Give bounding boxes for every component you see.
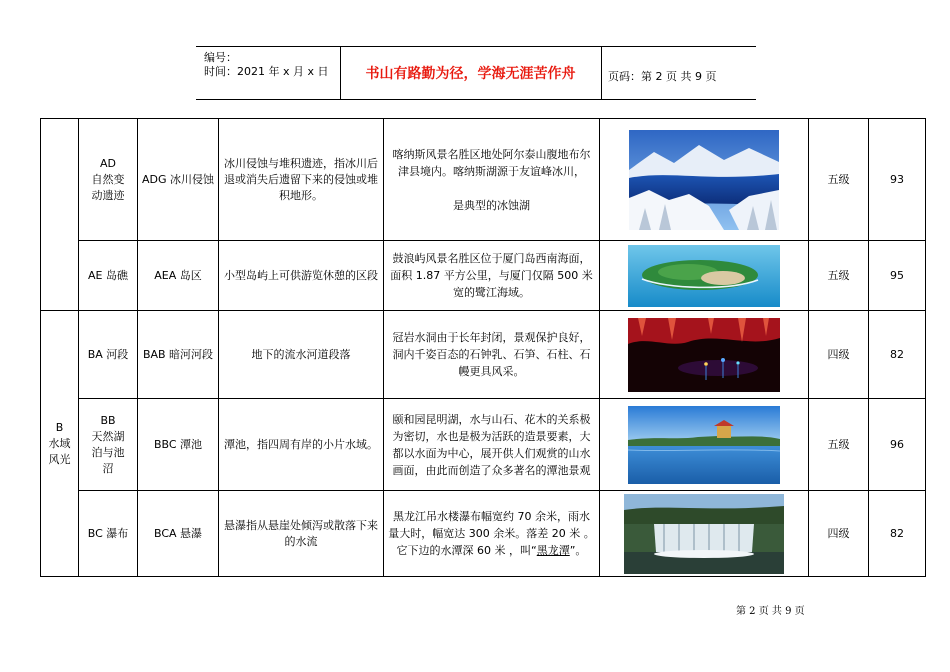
lake-name-link[interactable]: 黑龙潭 [536,544,570,557]
page-footer: 第 2 页 共 9 页 [736,606,805,617]
photo-cell [600,241,809,311]
waterfall-photo [624,494,784,574]
photo-cell [600,311,809,399]
subclass-cell: AE 岛礁 [79,241,138,311]
main-class-cell: B 水域 风光 [41,311,79,577]
definition-cell: 悬瀑指从悬崖处倾泻或散落下来的水流 [219,491,384,577]
header-number: 编号： [204,51,237,64]
example-cell: 鼓浪屿风景名胜区位于厦门岛西南海面，面积 1.87 平方公里，与厦门仅隔 500 米宽的鹭江海域。 [384,241,600,311]
definition-cell: 地下的流水河道段落 [219,311,384,399]
type-cell: BBC 潭池 [138,399,219,491]
type-cell: BCA 悬瀑 [138,491,219,577]
subclass-cell: BB 天然湖 泊与池 沼 [79,399,138,491]
table-row [41,241,926,311]
type-cell: AEA 岛区 [138,241,219,311]
grade-cell: 五级 [809,241,869,311]
definition-cell: 冰川侵蚀与堆积遗迹，指冰川后退或消失后遗留下来的侵蚀或堆积地形。 [219,119,384,241]
example-cell: 颐和园昆明湖，水与山石、花木的关系极为密切，水也是极为活跃的造景要素，大都以水面为中心，展开供人们观赏的山水画面，由此而创造了众多著名的潭池景观 [384,399,600,491]
subclass-cell: BC 瀑布 [79,491,138,577]
table-row [41,491,926,577]
table-row [41,311,926,399]
grade-cell: 四级 [809,311,869,399]
glacier-lake-photo [629,130,779,230]
header-divider [601,47,602,99]
island-photo [628,245,780,307]
table-row [41,119,926,241]
subclass-cell: BA 河段 [79,311,138,399]
example-cell: 黑龙江吊水楼瀑布幅宽约 70 余米，雨水量大时，幅宽达 300 余米。落差 20 米 。它下边的水潭深 60 米 ，叫“黑龙潭”。 [384,491,600,577]
grade-cell: 四级 [809,491,869,577]
grade-cell: 五级 [809,399,869,491]
example-cell: 冠岩水洞由于长年封闭，景观保护良好，洞内千姿百态的石钟乳、石笋、石柱、石幔更具风采。 [384,311,600,399]
type-cell: ADG 冰川侵蚀 [138,119,219,241]
photo-cell [600,119,809,241]
resource-table [40,118,926,577]
header-motto: 书山有路勤为径，学海无涯苦作舟 [365,66,576,82]
score-cell: 82 [869,491,926,577]
page-header [196,46,756,100]
header-time: 时间：2021 年 x 月 x 日 [204,65,329,78]
cave-river-photo [628,318,780,392]
table-row [41,399,926,491]
photo-cell [600,491,809,577]
grade-cell: 五级 [809,119,869,241]
score-cell: 96 [869,399,926,491]
header-page-number: 页码：第 2 页 共 9 页 [608,70,717,83]
definition-cell: 潭池，指四周有岸的小片水域。 [219,399,384,491]
type-cell: BAB 暗河河段 [138,311,219,399]
subclass-cell: AD 自然变 动遗迹 [79,119,138,241]
example-cell: 喀纳斯风景名胜区地处阿尔泰山腹地布尔津县境内。喀纳斯湖源于友谊峰冰川， 是典型的冰蚀湖 [384,119,600,241]
score-cell: 93 [869,119,926,241]
score-cell: 95 [869,241,926,311]
main-class-cell [41,119,79,311]
definition-cell: 小型岛屿上可供游览休憩的区段 [219,241,384,311]
photo-cell [600,399,809,491]
lake-palace-photo [628,406,780,484]
score-cell: 82 [869,311,926,399]
